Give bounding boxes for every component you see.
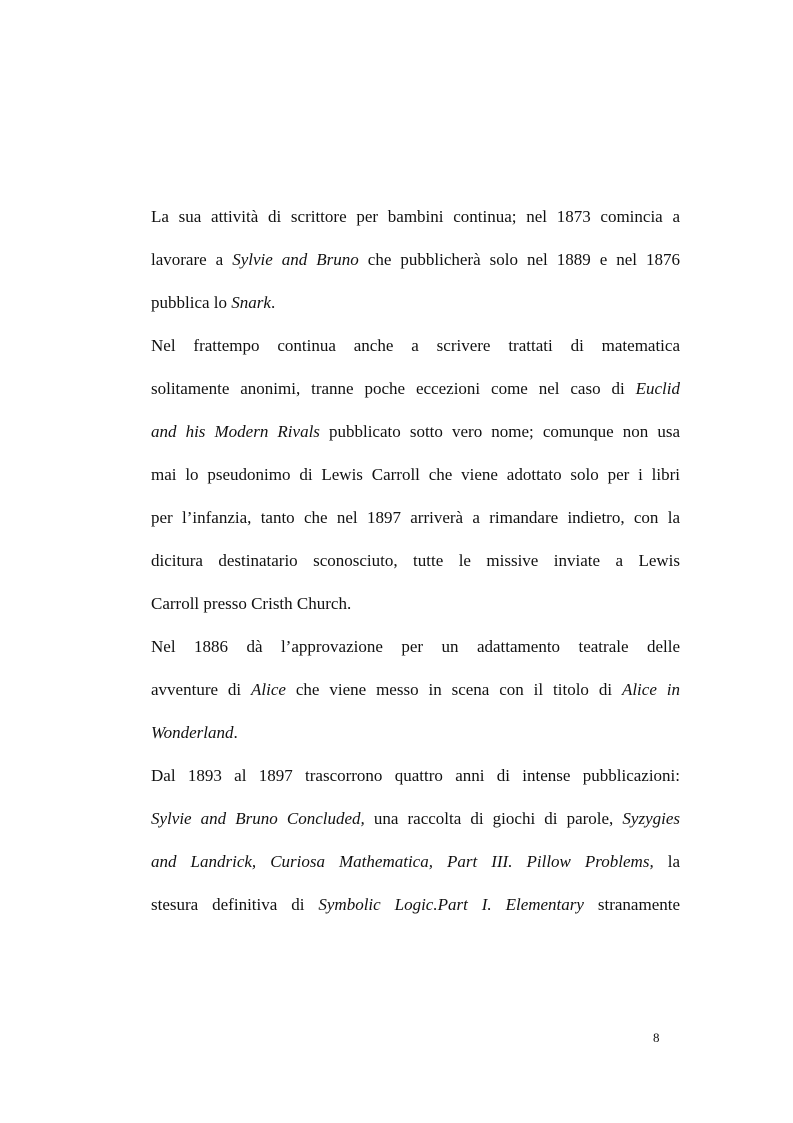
text-line (151, 238, 680, 281)
text-line (151, 195, 680, 238)
text-span: mai lo pseudonimo di Lewis Carroll che viene adottato solo per i libri (151, 465, 680, 484)
italic-title-span: Alice in (621, 680, 680, 699)
body-text (151, 195, 680, 926)
italic-title-span: and his Modern Rivals (151, 422, 320, 441)
text-span: la (653, 852, 680, 871)
text-span: stesura definitiva di (151, 895, 319, 914)
text-span: che viene messo in scena con il titolo di (285, 680, 622, 699)
text-line (151, 410, 680, 453)
paragraph (151, 195, 680, 324)
paragraph (151, 625, 680, 754)
text-span: Carroll presso Cristh Church. (151, 594, 352, 613)
text-line (151, 539, 680, 582)
text-line (151, 711, 680, 754)
italic-title-span: and Landrick, Curiosa Mathematica, Part III. Pillow Problems, (151, 852, 654, 871)
text-line (151, 840, 680, 883)
text-span: Nel frattempo continua anche a scrivere trattati di matematica (151, 336, 680, 355)
text-span: La sua attività di scrittore per bambini continua; nel 1873 comincia a (151, 207, 680, 226)
text-line (151, 367, 680, 410)
text-line (151, 324, 680, 367)
italic-title-span: Syzygies (622, 809, 680, 828)
text-line (151, 496, 680, 539)
text-span: avventure di (151, 680, 252, 699)
text-span: dicitura destinatario sconosciuto, tutte le missive inviate a Lewis (151, 551, 680, 570)
text-span: lavorare a (151, 250, 233, 269)
paragraph (151, 324, 680, 625)
text-span: . (233, 723, 238, 742)
text-span: Dal 1893 al 1897 trascorrono quattro anni di intense pubblicazioni: (151, 766, 680, 785)
text-line (151, 883, 680, 926)
text-span: pubblica lo (151, 293, 232, 312)
italic-title-span: Euclid (635, 379, 680, 398)
text-span: . (270, 293, 276, 312)
text-span: Nel 1886 dà l’approvazione per un adattamento teatrale delle (151, 637, 680, 656)
text-line (151, 453, 680, 496)
italic-title-span: Sylvie and Bruno Concluded, (151, 809, 365, 828)
text-span: che pubblicherà solo nel 1889 e nel 1876 (358, 250, 680, 269)
text-span: pubblicato sotto vero nome; comunque non usa (319, 422, 680, 441)
text-line (151, 668, 680, 711)
italic-title-span: Symbolic Logic.Part I. Elementary (318, 895, 584, 914)
text-span: per l’infanzia, tanto che nel 1897 arriverà a rimandare indietro, con la (151, 508, 680, 527)
text-line (151, 582, 680, 625)
paragraph (151, 754, 680, 926)
text-span: stranamente (583, 895, 681, 914)
text-line (151, 754, 680, 797)
text-span: solitamente anonimi, tranne poche eccezioni come nel caso di (151, 379, 636, 398)
page-number: 8 (653, 1030, 660, 1045)
text-span: una raccolta di giochi di parole, (364, 809, 623, 828)
italic-title-span: Alice (251, 680, 286, 699)
italic-title-span: Wonderland (151, 723, 234, 742)
italic-title-span: Snark (231, 293, 271, 312)
text-line (151, 281, 680, 324)
text-line (151, 797, 680, 840)
italic-title-span: Sylvie and Bruno (232, 250, 359, 269)
text-line (151, 625, 680, 668)
